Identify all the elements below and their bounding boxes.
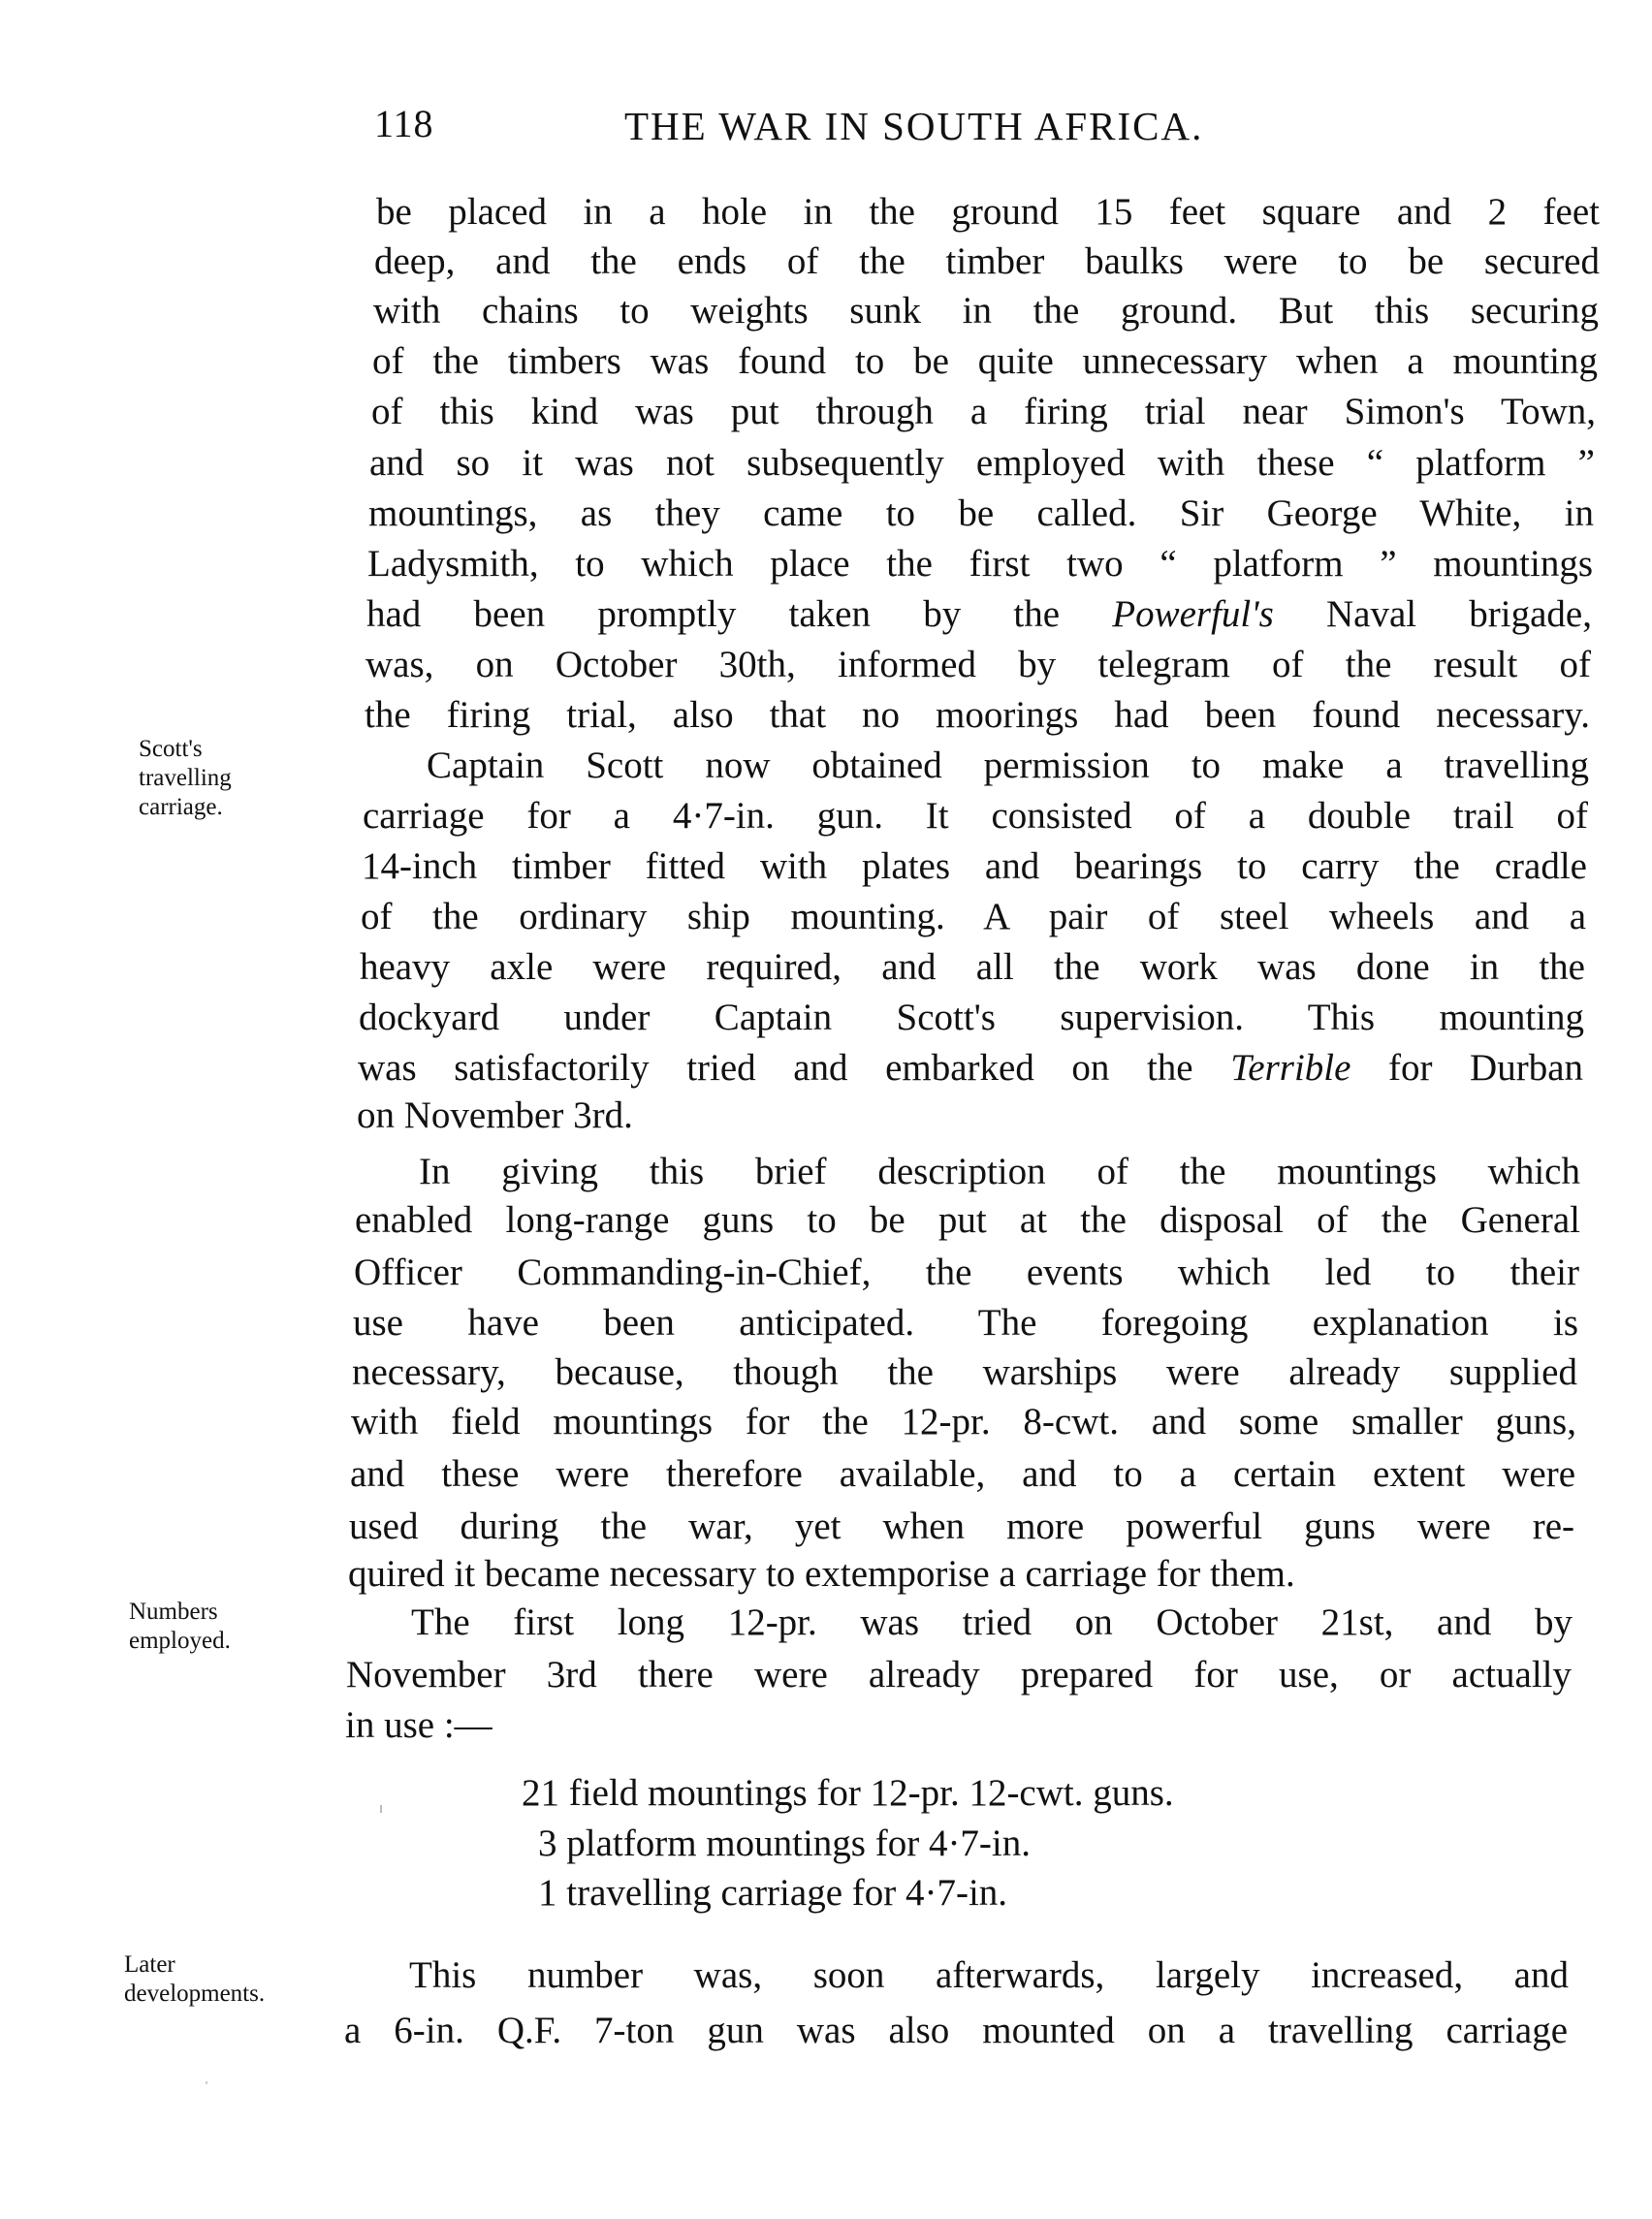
body-line-indented: The first long 12-pr. was tried on October 21st, and by (411, 1601, 1573, 1643)
body-line: enabled long-range guns to be put at the disposal of the General (355, 1199, 1580, 1241)
body-line: was, on October 30th, informed by telegram of the result of (365, 644, 1591, 685)
body-line: the firing trial, also that no moorings had been found necessary. (365, 694, 1590, 736)
scan-speck (380, 1805, 382, 1813)
margin-note-line: Later (124, 1951, 175, 1978)
page-number: 118 (374, 102, 434, 145)
body-text: Naval brigade, (1273, 593, 1592, 635)
ship-name-powerful: Powerful's (1112, 593, 1274, 635)
margin-note-line: carriage. (139, 794, 223, 820)
list-item: 21 field mountings for 12-pr. 12-cwt. guns. (522, 1772, 1174, 1814)
body-line: a 6-in. Q.F. 7-ton gun was also mounted on a travelling carriage (344, 2010, 1568, 2051)
body-line: mountings, as they came to be called. Sir George White, in (368, 492, 1594, 534)
margin-note-line: developments. (124, 1981, 266, 2007)
body-line: with field mountings for the 12-pr. 8-cwt. and some smaller guns, (351, 1401, 1576, 1442)
body-line: carriage for a 4·7-in. gun. It consisted of a double trail of (363, 795, 1588, 837)
body-line-indented: In giving this brief description of the mountings which (419, 1151, 1580, 1192)
body-line-with-italic (358, 1046, 1583, 1091)
ship-name-terrible: Terrible (1230, 1047, 1351, 1089)
running-title: THE WAR IN SOUTH AFRICA. (624, 104, 1204, 148)
margin-note-numbers-employed (129, 1598, 231, 1656)
body-line: of this kind was put through a firing trial near Simon's Town, (371, 391, 1596, 432)
body-line: quired it became necessary to extemporise a carriage for them. (348, 1553, 1295, 1595)
body-line: dockyard under Captain Scott's supervision. This mounting (359, 997, 1584, 1038)
body-line: use have been anticipated. The foregoing explanation is (353, 1302, 1578, 1344)
body-line: and these were therefore available, and to a certain extent were (350, 1453, 1575, 1495)
body-line: be placed in a hole in the ground 15 feet square and 2 feet (376, 191, 1600, 233)
body-line: necessary, because, though the warships were already supplied (352, 1351, 1577, 1393)
margin-note-line: employed. (129, 1628, 231, 1654)
body-line: 14-inch timber fitted with plates and bearings to carry the cradle (362, 845, 1587, 887)
body-line: of the ordinary ship mounting. A pair of steel wheels and a (361, 896, 1586, 937)
body-line-with-italic (366, 592, 1592, 637)
body-line: heavy axle were required, and all the work was done in the (360, 946, 1585, 988)
body-line: in use :— (345, 1704, 492, 1746)
body-text: was satisfactorily tried and embarked on the (358, 1047, 1231, 1089)
margin-note-later-developments (124, 1950, 265, 2009)
body-line-indented: Captain Scott now obtained permission to make a travelling (427, 745, 1589, 786)
body-line: Officer Commanding-in-Chief, the events which led to their (354, 1252, 1579, 1293)
body-line: of the timbers was found to be quite unnecessary when a mounting (372, 340, 1598, 382)
scan-speck (206, 2081, 207, 2084)
margin-note-scotts-carriage (139, 735, 232, 822)
list-item: 3 platform mountings for 4·7-in. (538, 1823, 1032, 1864)
body-line: November 3rd there were already prepared for use, or actually (346, 1654, 1572, 1696)
margin-note-line: travelling (139, 765, 232, 791)
body-line: with chains to weights sunk in the ground. But this securing (373, 290, 1599, 332)
body-line: on November 3rd. (357, 1094, 633, 1136)
list-item: 1 travelling carriage for 4·7-in. (538, 1872, 1008, 1914)
margin-note-line: Numbers (129, 1599, 218, 1625)
margin-note-line: Scott's (139, 736, 203, 762)
body-line: deep, and the ends of the timber baulks were to be secured (374, 240, 1600, 282)
body-line-indented: This number was, soon afterwards, largely increased, and (409, 1954, 1569, 1996)
body-line: used during the war, yet when more powerful guns were re- (349, 1506, 1574, 1547)
body-line: Ladysmith, to which place the first two “ platform ” mountings (367, 543, 1593, 585)
body-line: and so it was not subsequently employed with these “ platform ” (369, 442, 1595, 484)
body-text: had been promptly taken by the (366, 593, 1113, 635)
body-text: for Durban (1350, 1047, 1584, 1089)
